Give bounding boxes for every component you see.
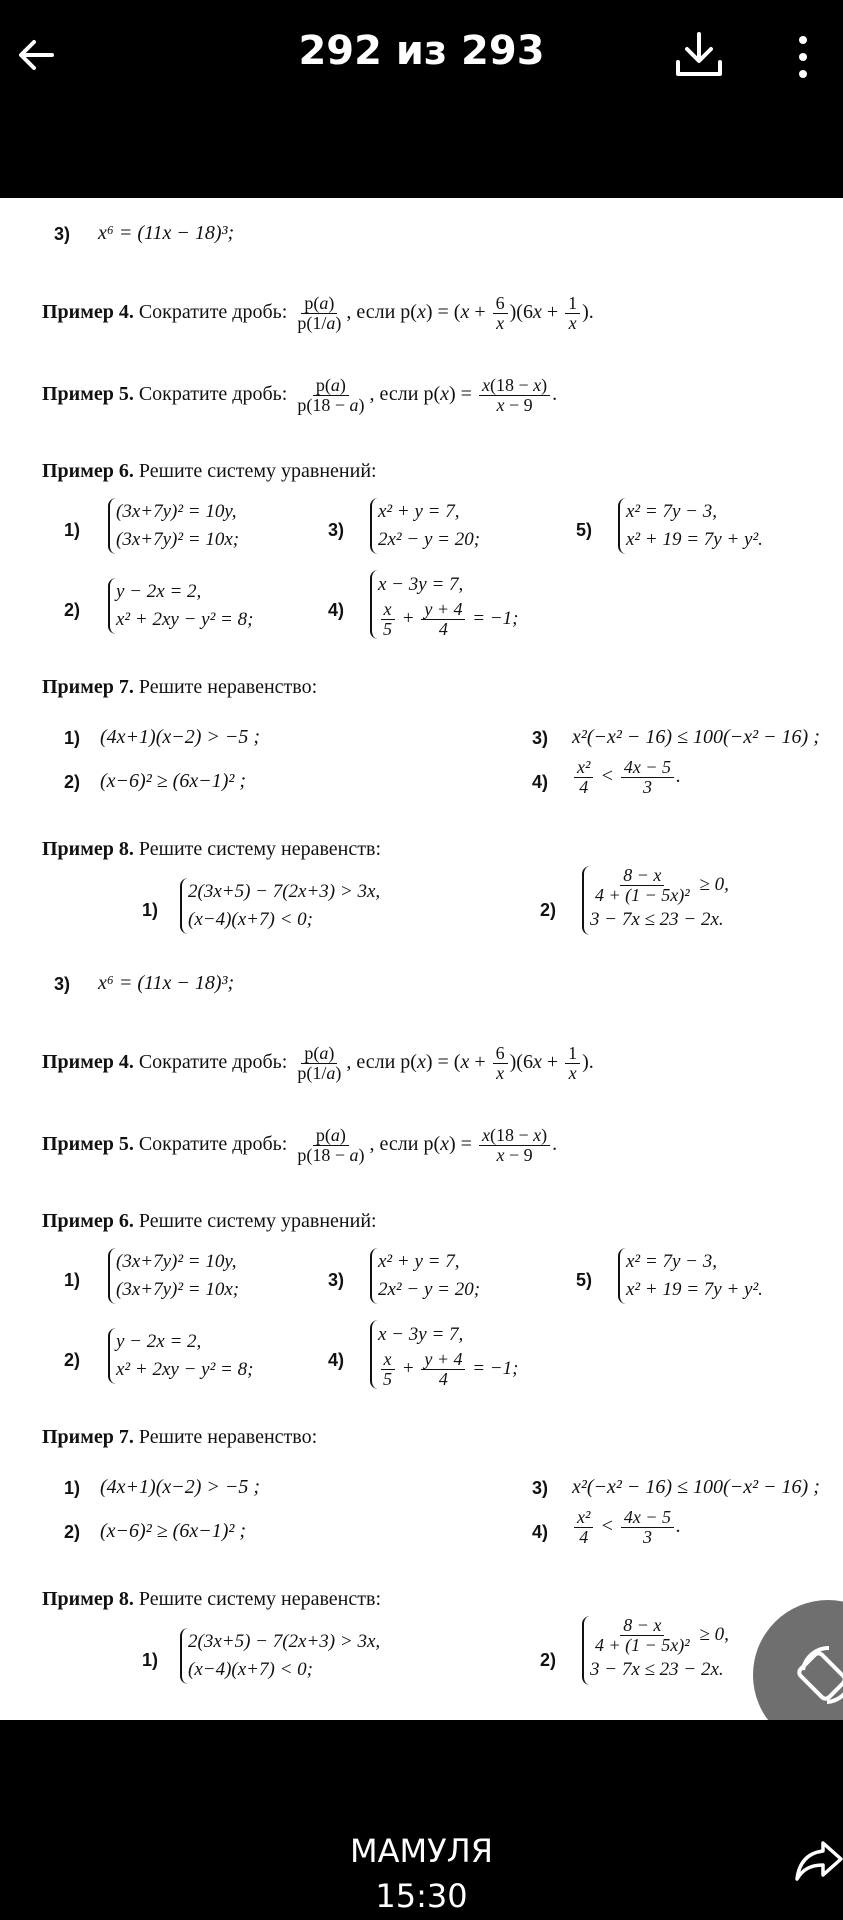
item-label: 3)	[532, 728, 549, 748]
equation-text: 2x² − y = 20;	[378, 1279, 481, 1300]
item-label: 1)	[142, 1650, 159, 1670]
item-label: 3)	[54, 974, 71, 994]
inequality-text: x²(−x² − 16) ≤ 100(−x² − 16) ;	[572, 1476, 820, 1498]
ineq-system-1	[180, 1628, 380, 1684]
item-label: 1)	[64, 1270, 81, 1290]
system-5	[618, 1248, 763, 1304]
equation-text: (3x+7y)² = 10y,	[116, 1251, 237, 1272]
item-label: 2)	[64, 600, 81, 620]
equation-text: x² = 7y − 3,	[626, 501, 717, 522]
item-label: 2)	[64, 1522, 81, 1542]
equation-text: x² + 2xy − y² = 8;	[116, 609, 254, 630]
example-6-heading	[42, 460, 377, 483]
example-text: Сократите дробь:	[138, 382, 288, 405]
example-heading: Пример 7.	[42, 1426, 134, 1448]
equation-text: = −1;	[467, 1357, 519, 1379]
item-label: 5)	[576, 520, 593, 540]
inequality-text: (x−4)(x+7) < 0;	[188, 909, 313, 930]
share-icon[interactable]	[795, 1835, 843, 1883]
doc-block-b	[0, 948, 843, 1708]
inequality-text: (4x+1)(x−2) > −5 ;	[100, 1476, 261, 1498]
equation-text: x² + 19 = 7y + y².	[626, 529, 763, 550]
system-4: x − 3y = 7, $\frac{x}{5}$ + $\frac{y + 4}{4}$ = −1;	[370, 570, 518, 639]
equation-text: y − 2x = 2,	[116, 1331, 202, 1352]
system-1	[108, 498, 239, 554]
example-4: Пример 4. Сократите дробь: $\frac{p(a)}{p(1/a)}$ , если p(x) = (x + $\frac{6}{x}$ )(6x + $\frac{1}{x}$ ).	[42, 1043, 594, 1083]
item-label: 3)	[328, 520, 345, 540]
condition-text: , если	[369, 382, 419, 405]
example-heading: Пример 5.	[42, 1132, 134, 1155]
inequality-text: ≥ 0,	[699, 1623, 729, 1645]
example-7-heading	[42, 1426, 317, 1449]
equation-text: (3x+7y)² = 10x;	[116, 529, 240, 550]
item-label: 4)	[328, 600, 345, 620]
equation-text: x² + y = 7,	[378, 501, 460, 522]
item-label: 3)	[54, 224, 71, 244]
equation-text: x² = 7y − 3,	[626, 1251, 717, 1272]
item-label: 2)	[64, 772, 81, 792]
equation-text: y − 2x = 2,	[116, 581, 202, 602]
doc-block-a	[0, 198, 843, 958]
equation-text: (3x+7y)² = 10x;	[116, 1279, 240, 1300]
item-label: 3)	[328, 1270, 345, 1290]
system-2	[108, 1328, 253, 1384]
equation-text: x − 3y = 7,	[378, 574, 464, 595]
item-label: 2)	[64, 1350, 81, 1370]
inequality-text: (x−4)(x+7) < 0;	[188, 1659, 313, 1680]
example-text: Сократите дробь:	[138, 1132, 288, 1155]
inequality-4: $\frac{\text{x²}}{4}$ < $\frac{4x - 5}{3}$ .	[572, 758, 681, 797]
example-text: Сократите дробь:	[138, 300, 288, 323]
example-heading: Пример 4.	[42, 300, 134, 323]
example-text: Решите систему неравенств:	[138, 838, 381, 860]
equation-text: (3x+7y)² = 10y,	[116, 501, 237, 522]
example-7-heading	[42, 676, 317, 699]
viewer-bottom-bar	[0, 1720, 843, 1920]
example-heading: Пример 8.	[42, 1588, 134, 1610]
ineq-system-2: $\frac{8 - x}{\text{4 + (1 − 5x)²}}$ ≥ 0, 3 − 7x ≤ 23 − 2x.	[582, 866, 729, 935]
example-text: Сократите дробь:	[138, 1050, 288, 1073]
inequality-text: (x−6)² ≥ (6x−1)² ;	[100, 1520, 247, 1542]
equation-text: 2x² − y = 20;	[378, 529, 481, 550]
equation-text: x² + 19 = 7y + y².	[626, 1279, 763, 1300]
example-8-heading	[42, 1588, 381, 1611]
condition-text: , если	[346, 300, 396, 323]
example-text: Решите неравенство:	[138, 1426, 318, 1448]
item-label: 4)	[532, 772, 549, 792]
equation-text: x⁶ = (11x − 18)³;	[98, 222, 235, 244]
example-text: Решите неравенство:	[138, 676, 318, 698]
inequality-text: 3 − 7x ≤ 23 − 2x.	[590, 908, 724, 930]
inequality-text: 2(3x+5) − 7(2x+3) > 3x,	[188, 881, 381, 902]
item-label: 5)	[576, 1270, 593, 1290]
rotate-screen-icon	[793, 1640, 843, 1710]
system-3	[370, 498, 480, 554]
item-label: 1)	[142, 900, 159, 920]
example-8-heading	[42, 838, 381, 861]
inequality-text: (4x+1)(x−2) > −5 ;	[100, 726, 261, 748]
inequality-text: (x−6)² ≥ (6x−1)² ;	[100, 770, 247, 792]
example-4: Пример 4. Сократите дробь: $\frac{p(a)}{p(1/a)}$ , если p(x) = (x + $\frac{6}{x}$ )(6x + $\frac{1}{x}$ ).	[42, 293, 594, 333]
equation-text: x⁶ = (11x − 18)³;	[98, 972, 235, 994]
example-heading: Пример 6.	[42, 1210, 134, 1232]
item-label: 1)	[64, 520, 81, 540]
system-1	[108, 1248, 239, 1304]
more-options-icon[interactable]	[795, 34, 811, 80]
message-time: 15:30	[375, 1877, 468, 1915]
download-icon[interactable]	[672, 28, 726, 82]
example-5: Пример 5. Сократите дробь: $\frac{p(a)}{p(18 - a)}$ , если p(x) = $\frac{x(18 - x)}{x - 9}$ .	[42, 1125, 558, 1165]
equation-text: x − 3y = 7,	[378, 1324, 464, 1345]
item-label: 4)	[532, 1522, 549, 1542]
example-heading: Пример 7.	[42, 676, 134, 698]
system-2	[108, 578, 253, 634]
example-text: Решите систему уравнений:	[138, 1210, 377, 1232]
example-heading: Пример 6.	[42, 460, 134, 482]
system-4: x − 3y = 7, $\frac{x}{5}$ + $\frac{y + 4}{4}$ = −1;	[370, 1320, 518, 1389]
inequality-text: 3 − 7x ≤ 23 − 2x.	[590, 1658, 724, 1680]
system-5	[618, 498, 763, 554]
ineq-system-1	[180, 878, 380, 934]
item-label: 4)	[328, 1350, 345, 1370]
example-5: Пример 5. Сократите дробь: $\frac{p(a)}{p(18 - a)}$ , если p(x) = $\frac{x(18 - x)}{x - 9}$ .	[42, 375, 558, 415]
inequality-4: $\frac{\text{x²}}{4}$ < $\frac{4x - 5}{3}$ .	[572, 1508, 681, 1547]
sender-name: МАМУЛЯ	[350, 1832, 493, 1870]
equation-text: x² + 2xy − y² = 8;	[116, 1359, 254, 1380]
example-text: Решите систему уравнений:	[138, 460, 377, 482]
example-heading: Пример 5.	[42, 382, 134, 405]
inequality-text: x²(−x² − 16) ≤ 100(−x² − 16) ;	[572, 726, 820, 748]
viewer-top-bar	[0, 0, 843, 198]
inequality-sign: <	[600, 764, 614, 787]
item-label: 2)	[540, 900, 557, 920]
inequality-text: 2(3x+5) − 7(2x+3) > 3x,	[188, 1631, 381, 1652]
condition-text: , если	[346, 1050, 396, 1073]
item-label: 2)	[540, 1650, 557, 1670]
equation-text: = −1;	[467, 607, 519, 629]
example-heading: Пример 4.	[42, 1050, 134, 1073]
example-text: Решите систему неравенств:	[138, 1588, 381, 1610]
inequality-text: ≥ 0,	[699, 873, 729, 895]
item-label: 1)	[64, 1478, 81, 1498]
equation-text: x² + y = 7,	[378, 1251, 460, 1272]
page-indicator: 292 из 293	[298, 28, 545, 74]
document-page	[0, 198, 843, 1720]
condition-text: , если	[369, 1132, 419, 1155]
ineq-system-2: $\frac{8 - x}{\text{4 + (1 − 5x)²}}$ ≥ 0, 3 − 7x ≤ 23 − 2x.	[582, 1616, 729, 1685]
example-6-heading	[42, 1210, 377, 1233]
item-label: 3)	[532, 1478, 549, 1498]
item-label: 1)	[64, 728, 81, 748]
system-3	[370, 1248, 480, 1304]
example-heading: Пример 8.	[42, 838, 134, 860]
inequality-sign: <	[600, 1514, 614, 1537]
